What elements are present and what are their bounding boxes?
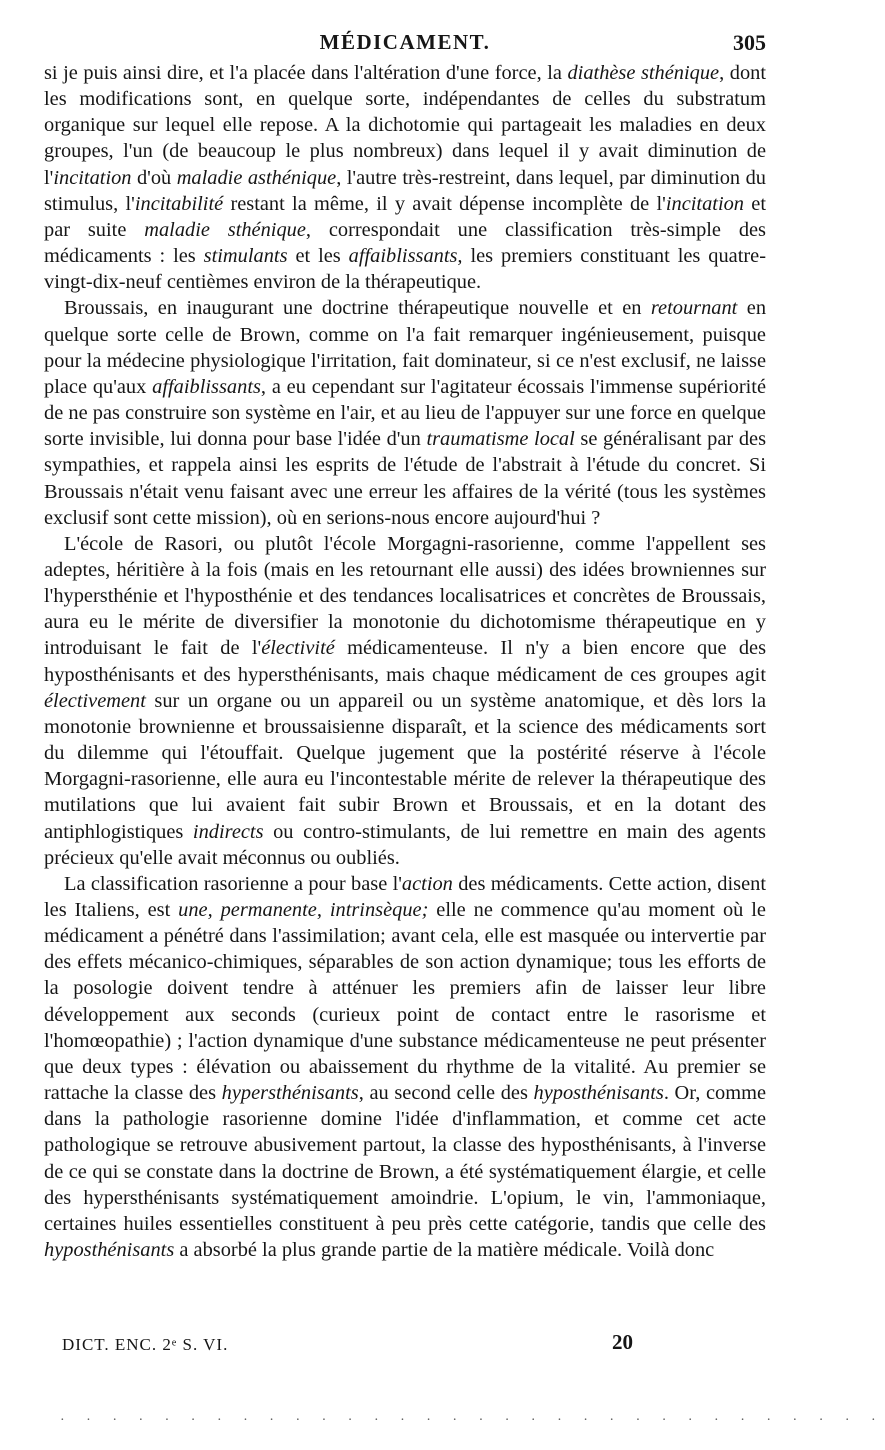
text-run: , au second celle des bbox=[358, 1082, 534, 1105]
italic-text: affaiblissants, bbox=[348, 245, 463, 268]
italic-text: électivement bbox=[44, 689, 146, 712]
italic-text: traumatisme local bbox=[426, 428, 575, 451]
text-run: se généralisant par des sympathies, et rappela ainsi les esprits de l'étude de l'abstrait à l'étude du concret. Si Broussais n'était venu faisant avec une erreur les affaires de la vérité (tous les systèmes exclusif sont cette mission), où en serions-nous encore aujourd'hui ? bbox=[44, 428, 767, 529]
text-run: médicamenteuse. Il n'y a bien encore que des hyposthénisants et des hypersthénisants, mais chaque médicament de ces groupes agit bbox=[44, 637, 766, 686]
dotted-rule: · · · · · · · · · · · · · · · · · · · · · · · · · · · · · · · · bbox=[60, 1413, 885, 1428]
text-run: en quelque sorte celle de Brown, comme on l'a fait remarquer ingénieusement, puisque pour la médecine physiologique l'irritation, fait dominateur, si ce n'est exclusif, ne laisse place qu'aux bbox=[44, 297, 767, 398]
text-run: si je puis ainsi dire, et l'a placée dans l'altération d'une force, la bbox=[44, 62, 568, 84]
text-run: L'école de Rasori, ou plutôt l'école Morgagni-rasorienne, comme l'appellent ses adeptes, héritière à la fois (mais en les retournant elle aussi) des idées browniennes sur l'hypersthénie et l'hyposthénie et des tendances localisatrices et concrètes de Broussais, aura eu le mérite de diversifier la monotonie du dichotomisme thérapeutique en y introduisant le fait de l' bbox=[44, 532, 766, 660]
italic-text: maladie asthénique bbox=[176, 166, 337, 189]
text-run: , correspondait une classification très-simple des médicaments : les bbox=[44, 218, 766, 268]
paragraph bbox=[44, 531, 766, 871]
italic-text: affaiblissants bbox=[152, 375, 261, 398]
italic-text: hyposthénisants bbox=[533, 1082, 664, 1105]
italic-text: incitation bbox=[53, 166, 132, 189]
italic-text: retournant bbox=[650, 297, 738, 320]
italic-text: incitation bbox=[665, 192, 745, 215]
italic-text: maladie sthénique bbox=[144, 218, 306, 241]
italic-text: hyposthénisants bbox=[44, 1239, 175, 1262]
italic-text: hypersthénisants bbox=[221, 1082, 359, 1105]
text-run: . Or, comme dans la pathologie rasorienne domine l'idée d'inflammation, et comme cet acte pathologique se retrouve abusivement partout, la classe des hyposthénisants, à l'inverse de ce qui se constate dans la doctrine de Brown, a été systématiquement élargie, et celle des hypersthénisants systématiquement amoindrie. L'opium, le vin, l'ammoniaque, certaines huiles essentielles constituent à peu près cette catégorie, tandis que celle des bbox=[44, 1082, 766, 1235]
paragraph bbox=[44, 871, 766, 1263]
text-run: , l'autre très-restreint, dans lequel, par diminution du stimulus, l' bbox=[44, 166, 766, 215]
text-run: , dont les modifications sont, en quelque sorte, indépendantes de celles du substratum organique sur lequel elle repose. A la dichotomie qui partageait les maladies en deux groupes, l'un (de beaucoup le plus nombreux) dans lequel il y avait diminution de l' bbox=[44, 62, 766, 189]
text-run: les premiers constituant les quatre-vingt-dix-neuf centièmes environ de la thérapeutique. bbox=[44, 245, 766, 294]
text-run: sur un organe ou un appareil ou un système anatomique, et dès lors la monotonie brownienne et broussaisienne disparaît, et la science des médicaments sort du dilemme qui l'étouffait. Quelque jugement que la postérité réserve à l'école Morgagni-rasorienne, elle aura eu l'incontestable mérite de relever la thérapeutique des mutilations que lui avaient fait subir Brown et Broussais, et en la dotant des antiphlogistiques bbox=[44, 689, 766, 843]
text-run: La classification rasorienne a pour base l' bbox=[64, 872, 402, 895]
text-run: ou contro-stimulants, de lui remettre en main des agents précieux qu'elle avait méconnus ou oubliés. bbox=[44, 820, 766, 869]
text-run: , a eu cependant sur l'agitateur écossais l'immense supériorité de ne pas construire son système en l'air, et au lieu de l'appuyer sur une force en quelque sorte invisible, lui donna pour base l'idée d'un bbox=[44, 375, 766, 451]
text-run: d'où bbox=[131, 166, 177, 189]
text-run: elle ne commence qu'au moment où le médicament a pénétré dans l'assimilation; avant cela, elle est masquée ou intervertie par des effets mécanico-chimiques, séparables de son action dynamique; tous les efforts de la posologie doivent tendre à atténuer les premiers afin de laisser leur libre développement aux seconds (curieux point de contact entre le rasorisme et l'homœopathie) ; l'action dynamique d'une substance médicamenteuse ne peut présenter que deux types : élévation ou abaissement du rhythme de la vitalité. Au premier se rattache la classe des bbox=[44, 899, 766, 1105]
text-run: restant la même, il y avait dépense incomplète de l' bbox=[223, 192, 666, 215]
signature-mark: DICT. ENC. 2ᵉ S. VI. bbox=[62, 1335, 229, 1354]
italic-text: stimulants bbox=[203, 245, 288, 268]
text-run: et les bbox=[287, 245, 349, 268]
body-text bbox=[44, 60, 766, 1263]
italic-text: diathèse sthénique bbox=[567, 62, 720, 84]
italic-text: indirects bbox=[192, 820, 264, 843]
paragraph bbox=[44, 60, 766, 295]
paragraph bbox=[44, 295, 766, 530]
italic-text: action bbox=[401, 872, 453, 895]
text-run: des médicaments. Cette action, disent les Italiens, est bbox=[44, 872, 766, 921]
page-header bbox=[44, 30, 766, 60]
text-run: a absorbé la plus grande partie de la matière médicale. Voilà donc bbox=[174, 1239, 715, 1262]
italic-text: une, permanente, intrinsèque; bbox=[178, 899, 429, 921]
italic-text: électivité bbox=[261, 637, 335, 660]
running-title: MÉDICAMENT. bbox=[319, 30, 491, 54]
italic-text: incitabilité bbox=[134, 192, 224, 215]
text-run: et par suite bbox=[44, 192, 766, 241]
sheet-number: 20 bbox=[612, 1330, 633, 1354]
page-number: 305 bbox=[733, 30, 766, 55]
text-run: Broussais, en inaugurant une doctrine thérapeutique nouvelle et en bbox=[64, 297, 651, 320]
